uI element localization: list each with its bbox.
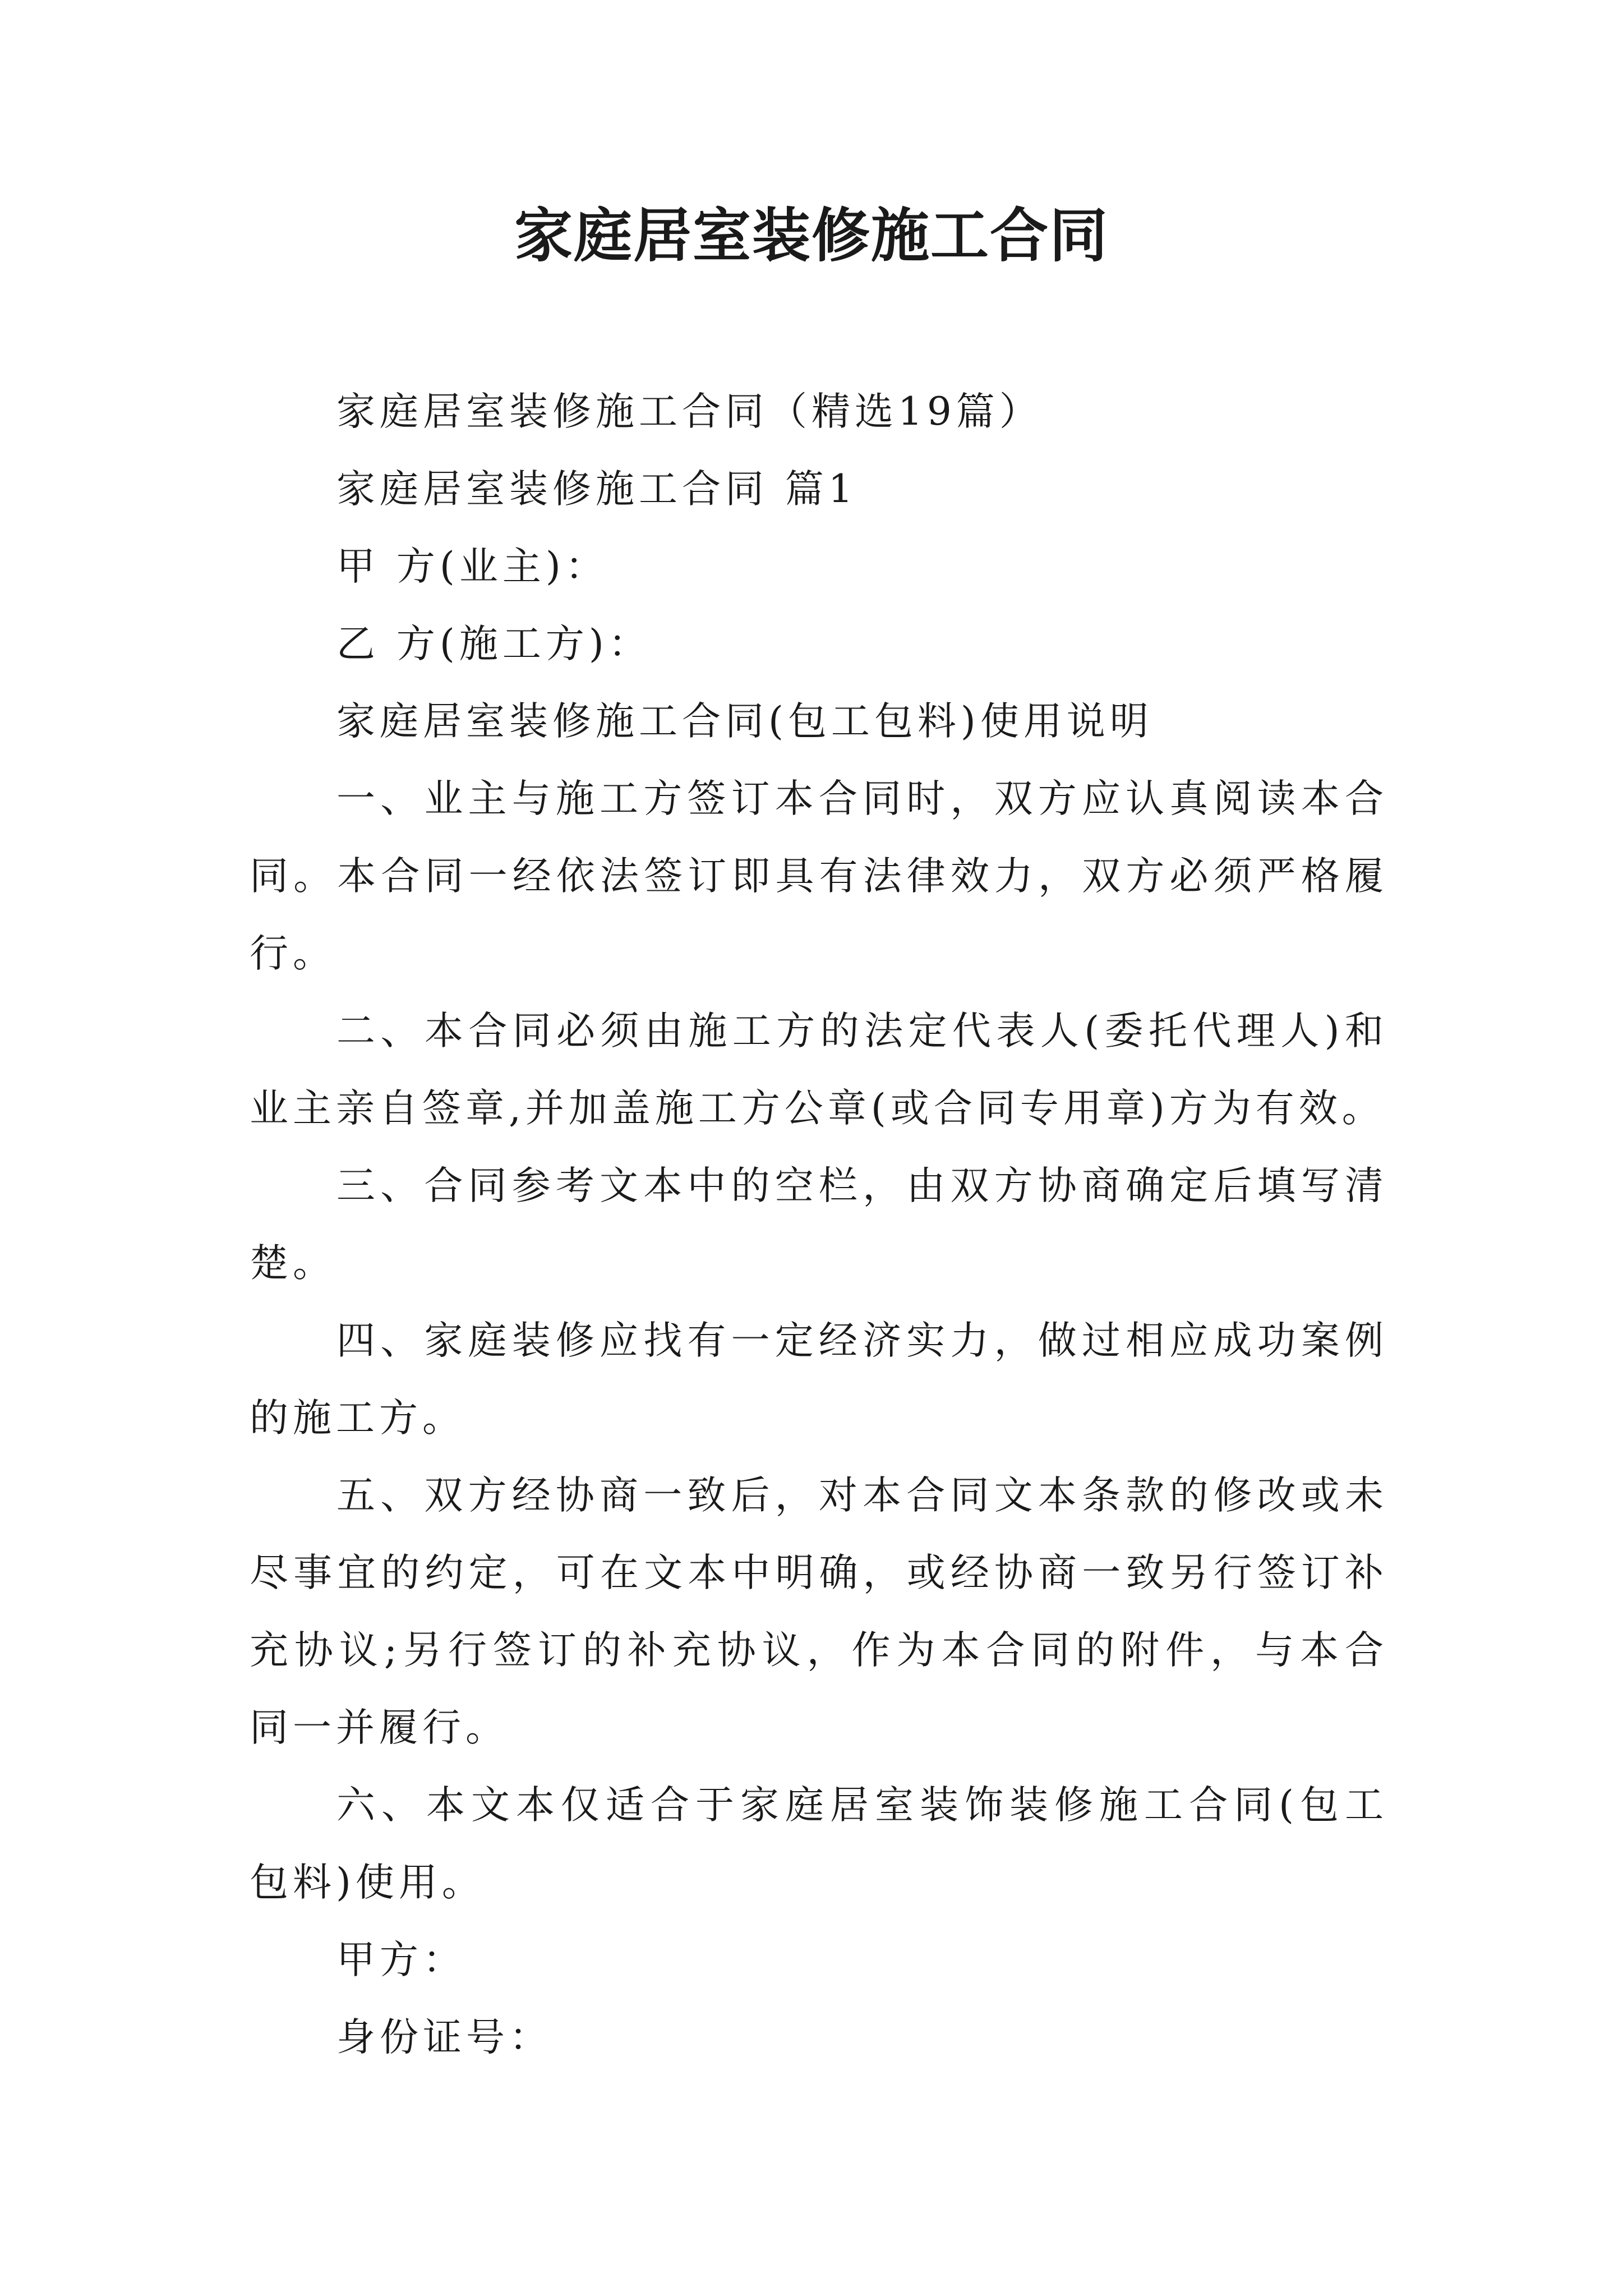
- clause-paragraph-4: 四、家庭装修应找有一定经济实力，做过相应成功案例的施工方。: [250, 1318, 1388, 1441]
- clause-paragraph-3: 三、合同参考文本中的空栏，由双方协商确定后填写清楚。: [250, 1163, 1388, 1286]
- clause-paragraph-6: 六、本文本仅适合于家庭居室装饰装修施工合同(包工包料)使用。: [250, 1783, 1388, 1905]
- instructions-heading: 家庭居室装修施工合同(包工包料)使用说明: [336, 699, 1153, 744]
- party-a-owner-line: 甲 方(业主)：: [336, 544, 608, 589]
- party-b-contractor-line: 乙 方(施工方)：: [336, 622, 652, 666]
- document-body: [250, 373, 1388, 2076]
- party-a-signature-line: 甲方：: [336, 1938, 466, 1982]
- clause-paragraph-1: 一、业主与施工方签订本合同时，双方应认真阅读本合同。本合同一经依法签订即具有法律效力，双方必须严格履行。: [250, 776, 1388, 976]
- clause-paragraph-2: 二、本合同必须由施工方的法定代表人(委托代理人)和业主亲自签章,并加盖施工方公章(或合同专用章)方为有效。: [250, 1009, 1388, 1131]
- subtitle-line: 家庭居室装修施工合同（精选19篇）: [336, 389, 1043, 434]
- document-title: 家庭居室装修施工合同: [514, 201, 1109, 270]
- section-heading: 家庭居室装修施工合同 篇1: [336, 467, 857, 512]
- id-number-line: 身份证号：: [336, 2015, 552, 2060]
- clause-paragraph-5: 五、双方经协商一致后，对本合同文本条款的修改或未尽事宜的约定，可在文本中明确，或经协商一致另行签订补充协议;另行签订的补充协议，作为本合同的附件，与本合同一并履行。: [250, 1473, 1388, 1750]
